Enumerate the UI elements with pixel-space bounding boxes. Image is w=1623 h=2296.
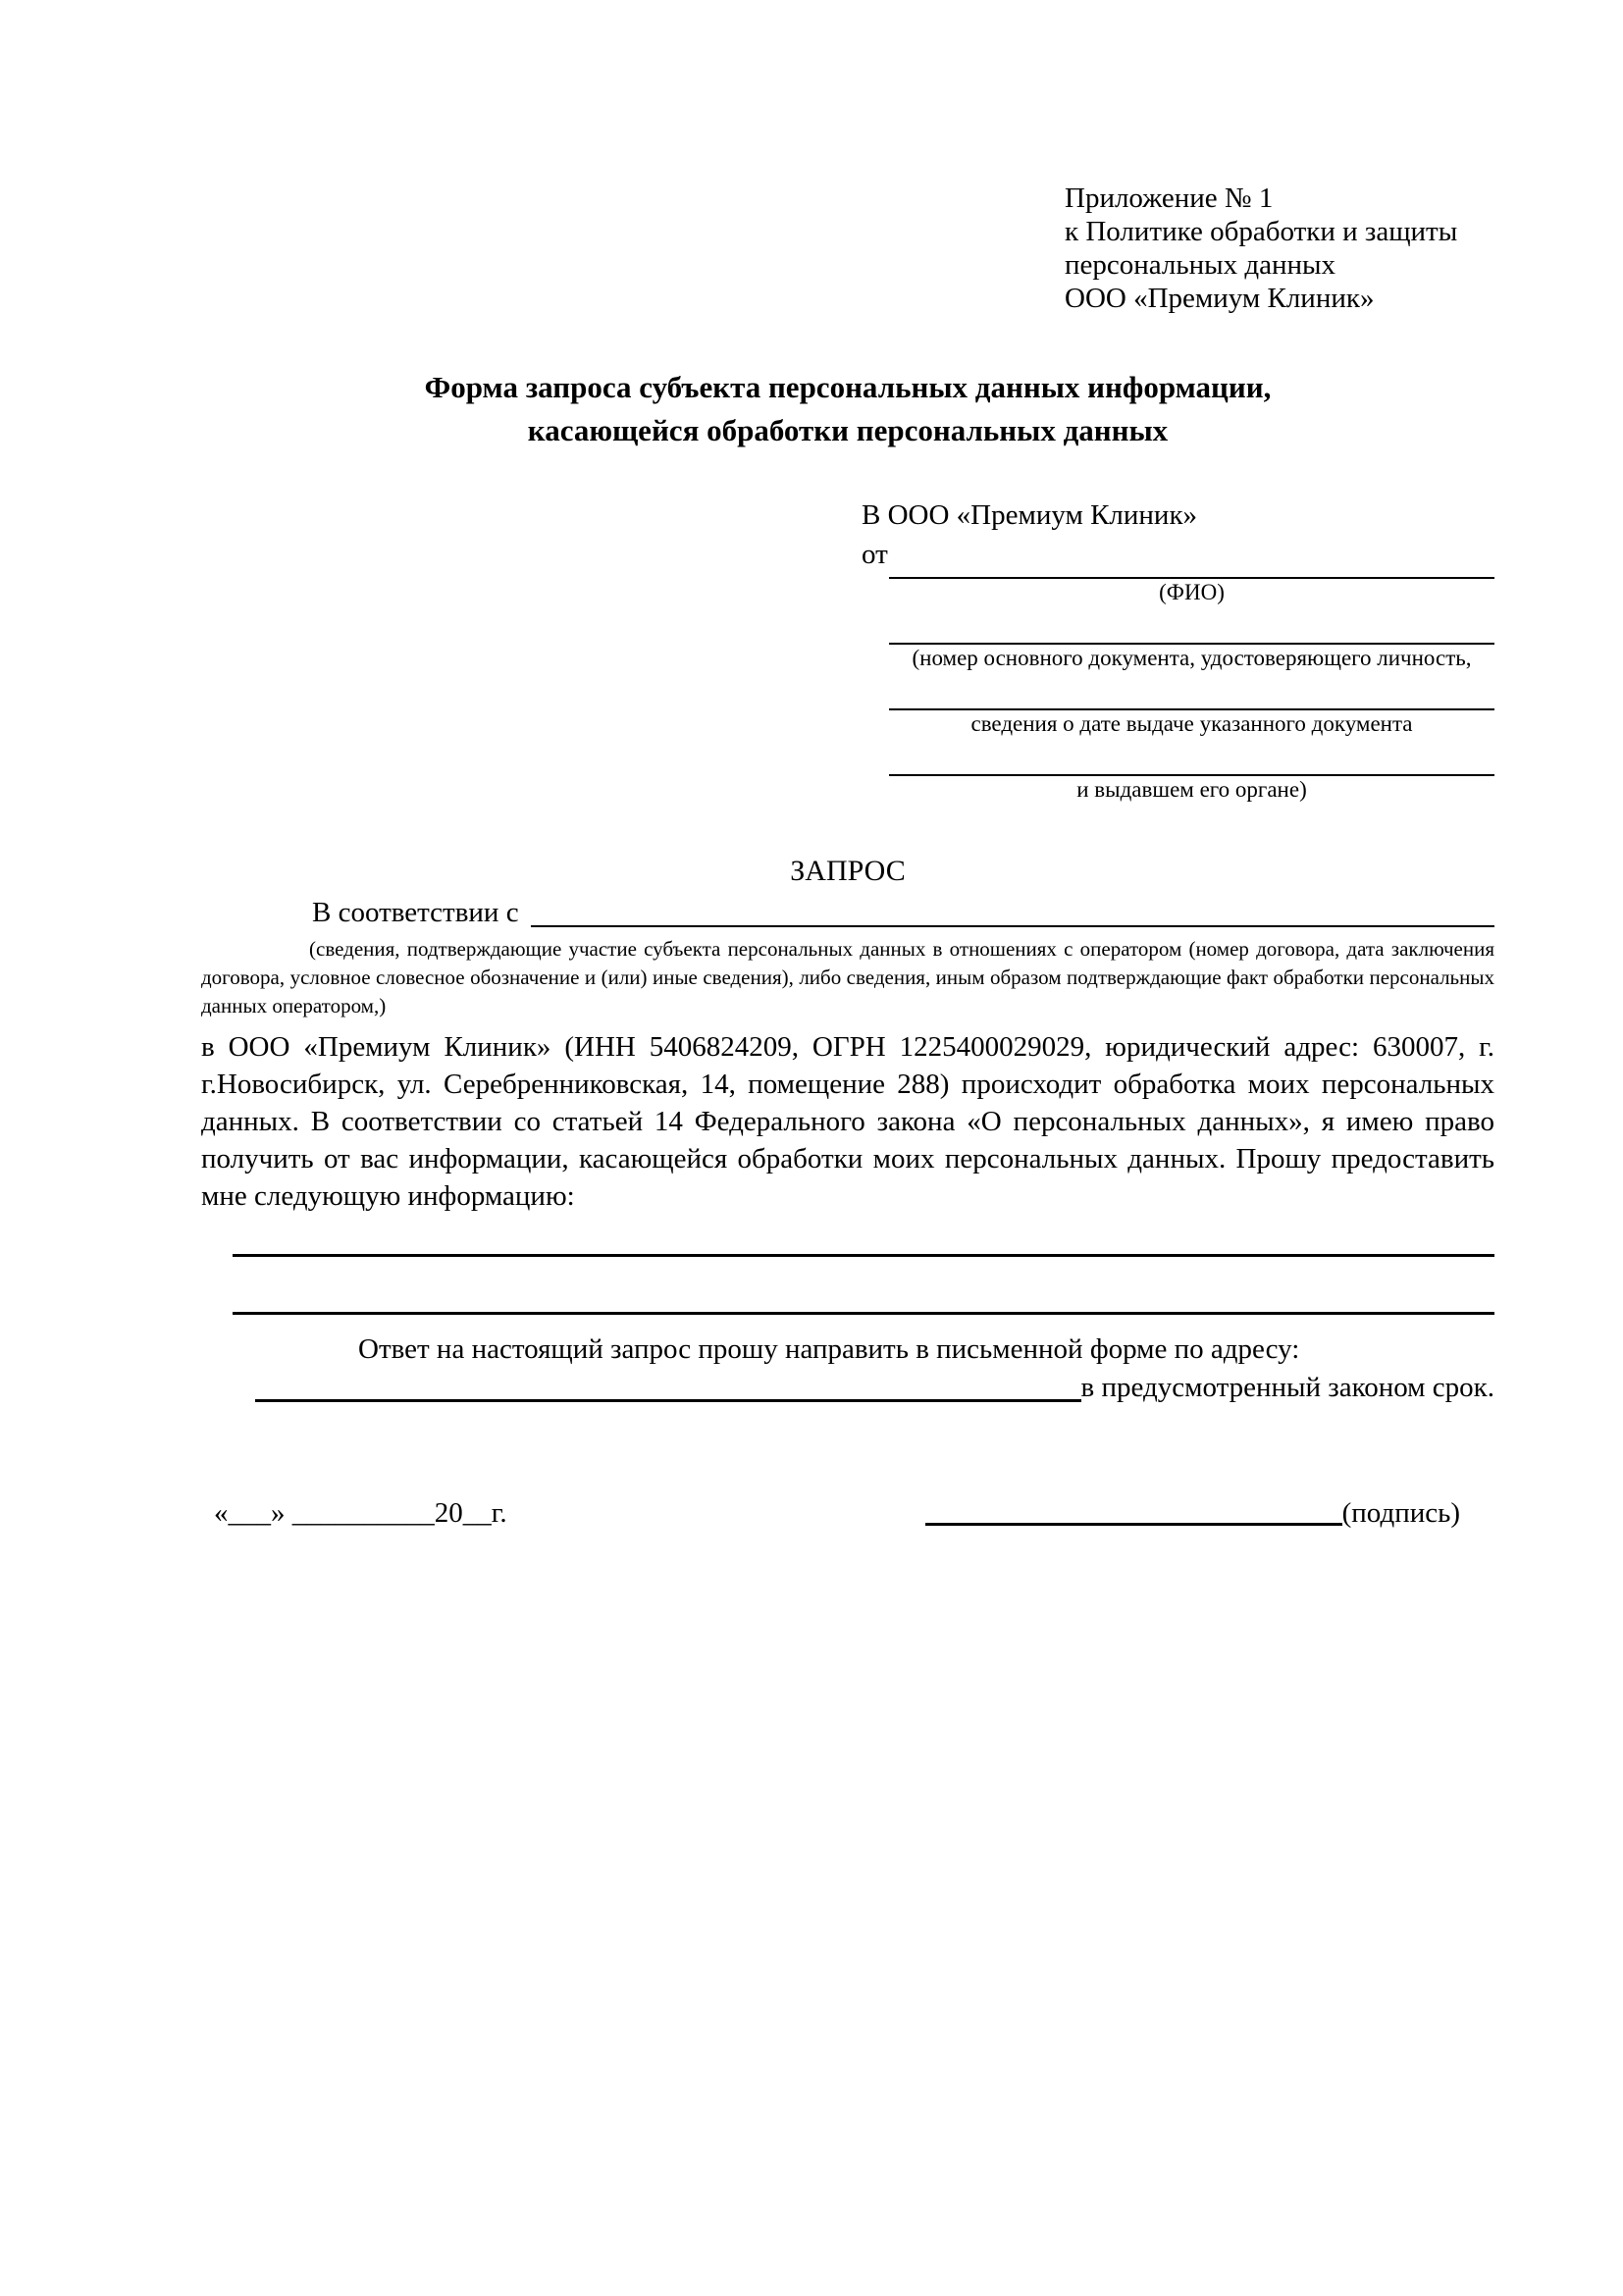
- recipient-to: В ООО «Премиум Клиник»: [862, 499, 1198, 531]
- signature-caption: (подпись): [1341, 1497, 1460, 1529]
- id-doc-row: [862, 643, 1494, 671]
- title-line-2: касающейся обработки персональных данных: [527, 413, 1169, 447]
- reply-request-paragraph: Ответ на настоящий запрос прошу направить в письменной форме по адресу:: [358, 1333, 1300, 1365]
- issue-date-row: [862, 708, 1494, 737]
- info-blank-line-2: [233, 1312, 1494, 1315]
- request-body-paragraph: в ООО «Премиум Клиник» (ИНН 5406824209, ОГРН 1225400029029, юридический адрес: 630007, г. г.Новосибирск, ул. Серебренниковская, 14, помещение 288) происходит обработка моих персональных данных. В соответствии со статьей 14 Федерального закона «О персональных данных», я имею право получить от вас информации, касающейся обработки моих персональных данных. Прошу предоставить мне следующую информацию:: [201, 1031, 1494, 1212]
- recipient-block: [862, 496, 1494, 803]
- issue-date-caption: сведения о дате выдаче указанного документа: [970, 711, 1413, 736]
- issuer-caption: и выдавшем его органе): [1076, 777, 1307, 802]
- recipient-from-label: от: [862, 539, 888, 570]
- issuer-row: [862, 774, 1494, 803]
- title-line-1: Форма запроса субъекта персональных данных информации,: [424, 370, 1272, 404]
- address-blank-line: [255, 1399, 1081, 1402]
- document-content: [201, 182, 1494, 1533]
- appendix-line: персональных данных: [1065, 249, 1336, 281]
- fio-caption: (ФИО): [1159, 580, 1225, 604]
- appendix-line: ООО «Премиум Клиник»: [1065, 283, 1375, 314]
- appendix-line: к Политике обработки и защиты: [1065, 216, 1458, 247]
- signature-group: [925, 1493, 1460, 1533]
- document-title: [201, 366, 1494, 452]
- accordance-blank-line: [531, 925, 1494, 927]
- appendix-note: [1065, 182, 1494, 315]
- accordance-line: [201, 893, 1494, 932]
- basis-note: (сведения, подтверждающие участие субъекта персональных данных в отношениях с оператором (номер договора, дата заключения договора, условное словесное обозначение и (или) иные сведения), либо сведения, иным образом подтверждающие факт обработки персональных данных оператором,): [201, 937, 1494, 1018]
- reply-address-line: [201, 1368, 1494, 1407]
- date-blank-line: «___» __________20__г.: [214, 1497, 507, 1529]
- info-blank-line-1: [233, 1254, 1494, 1257]
- signature-blank-line: [925, 1523, 1342, 1526]
- id-doc-caption: (номер основного документа, удостоверяющего личность,: [912, 646, 1472, 670]
- signature-footer: [201, 1493, 1494, 1533]
- request-heading: ЗАПРОС: [790, 855, 906, 887]
- reply-suffix: в предусмотренный законом срок.: [1080, 1372, 1494, 1403]
- fio-row: [862, 577, 1494, 605]
- appendix-line: Приложение № 1: [1065, 183, 1274, 214]
- accordance-prefix: В соответствии с: [312, 897, 519, 928]
